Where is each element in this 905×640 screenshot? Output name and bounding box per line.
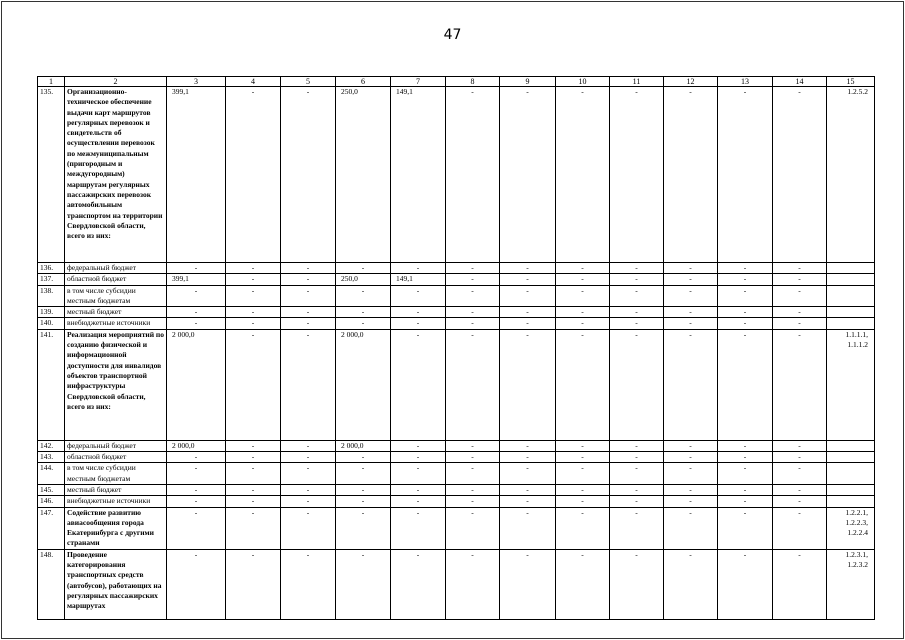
cell-col-3: 2 000,0 [167, 329, 226, 440]
cell-col-4: - [226, 274, 281, 285]
cell-col-14: - [773, 440, 827, 451]
cell-col-13: - [718, 496, 773, 507]
cell-col-13: - [718, 549, 773, 619]
row-name: федеральный бюджет [65, 263, 167, 274]
cell-col-6: - [336, 484, 391, 495]
table-row [38, 285, 875, 307]
cell-col-5: - [281, 318, 336, 329]
cell-col-10: - [556, 496, 610, 507]
table-row [38, 463, 875, 485]
cell-col-14: - [773, 507, 827, 549]
cell-col-11: - [610, 329, 664, 440]
table-row [38, 507, 875, 549]
target-reference: 1.1.1.1, 1.1.1.2 [827, 329, 875, 440]
cell-col-12: - [664, 452, 718, 463]
column-number-4: 4 [226, 77, 281, 87]
cell-col-4: - [226, 318, 281, 329]
cell-col-7: - [391, 285, 446, 307]
cell-col-10: - [556, 307, 610, 318]
cell-col-7: - [391, 452, 446, 463]
cell-col-10: - [556, 87, 610, 263]
row-name: федеральный бюджет [65, 440, 167, 451]
cell-col-3: - [167, 318, 226, 329]
cell-col-3: 2 000,0 [167, 440, 226, 451]
cell-col-13: - [718, 285, 773, 307]
cell-col-9: - [500, 507, 556, 549]
cell-col-10: - [556, 263, 610, 274]
cell-col-7: - [391, 307, 446, 318]
row-name: местный бюджет [65, 484, 167, 495]
cell-col-8: - [446, 452, 500, 463]
cell-col-4: - [226, 440, 281, 451]
row-number: 137. [38, 274, 65, 285]
cell-col-6: - [336, 285, 391, 307]
cell-col-6: 2 000,0 [336, 329, 391, 440]
row-number: 142. [38, 440, 65, 451]
column-number-9: 9 [500, 77, 556, 87]
table-row [38, 307, 875, 318]
target-reference [827, 440, 875, 451]
table-row [38, 484, 875, 495]
cell-col-13: - [718, 463, 773, 485]
cell-col-6: - [336, 307, 391, 318]
cell-col-5: - [281, 496, 336, 507]
cell-col-11: - [610, 463, 664, 485]
cell-col-14: - [773, 329, 827, 440]
cell-col-8: - [446, 307, 500, 318]
cell-col-13: - [718, 87, 773, 263]
cell-col-7: 149,1 [391, 274, 446, 285]
cell-col-3: - [167, 507, 226, 549]
cell-col-11: - [610, 440, 664, 451]
cell-col-5: - [281, 452, 336, 463]
cell-col-10: - [556, 507, 610, 549]
column-number-11: 11 [610, 77, 664, 87]
cell-col-9: - [500, 307, 556, 318]
cell-col-4: - [226, 484, 281, 495]
row-number: 141. [38, 329, 65, 440]
row-name: Содействие развитию авиасообщения города Екатеринбурга с другими странами [65, 507, 167, 549]
cell-col-4: - [226, 285, 281, 307]
target-reference [827, 496, 875, 507]
cell-col-11: - [610, 274, 664, 285]
cell-col-4: - [226, 496, 281, 507]
target-reference: 1.2.3.1, 1.2.3.2 [827, 549, 875, 619]
column-number-7: 7 [391, 77, 446, 87]
table-body [38, 77, 875, 620]
cell-col-4: - [226, 307, 281, 318]
cell-col-9: - [500, 463, 556, 485]
row-number: 135. [38, 87, 65, 263]
cell-col-7: 149,1 [391, 87, 446, 263]
cell-col-13: - [718, 329, 773, 440]
cell-col-11: - [610, 263, 664, 274]
cell-col-5: - [281, 484, 336, 495]
cell-col-13: - [718, 263, 773, 274]
cell-col-8: - [446, 285, 500, 307]
cell-col-9: - [500, 496, 556, 507]
budget-table [37, 76, 875, 620]
cell-col-12: - [664, 496, 718, 507]
table-row [38, 452, 875, 463]
cell-col-8: - [446, 274, 500, 285]
row-number: 148. [38, 549, 65, 619]
column-number-14: 14 [773, 77, 827, 87]
cell-col-5: - [281, 263, 336, 274]
cell-col-7: - [391, 463, 446, 485]
cell-col-13: - [718, 274, 773, 285]
cell-col-5: - [281, 463, 336, 485]
row-name: внебюджетные источники [65, 318, 167, 329]
row-number: 143. [38, 452, 65, 463]
cell-col-8: - [446, 263, 500, 274]
table-row [38, 318, 875, 329]
cell-col-14: - [773, 87, 827, 263]
cell-col-5: - [281, 549, 336, 619]
cell-col-12: - [664, 549, 718, 619]
cell-col-10: - [556, 452, 610, 463]
cell-col-3: - [167, 484, 226, 495]
cell-col-5: - [281, 329, 336, 440]
target-reference [827, 318, 875, 329]
cell-col-14: - [773, 285, 827, 307]
cell-col-6: 2 000,0 [336, 440, 391, 451]
cell-col-12: - [664, 507, 718, 549]
cell-col-8: - [446, 484, 500, 495]
cell-col-11: - [610, 87, 664, 263]
cell-col-7: - [391, 484, 446, 495]
row-name: местный бюджет [65, 307, 167, 318]
target-reference [827, 452, 875, 463]
cell-col-4: - [226, 263, 281, 274]
cell-col-10: - [556, 329, 610, 440]
cell-col-6: - [336, 318, 391, 329]
cell-col-6: - [336, 496, 391, 507]
cell-col-12: - [664, 329, 718, 440]
cell-col-14: - [773, 496, 827, 507]
cell-col-10: - [556, 440, 610, 451]
row-number: 140. [38, 318, 65, 329]
column-number-6: 6 [336, 77, 391, 87]
column-number-8: 8 [446, 77, 500, 87]
cell-col-11: - [610, 484, 664, 495]
cell-col-3: 399,1 [167, 274, 226, 285]
cell-col-10: - [556, 463, 610, 485]
cell-col-11: - [610, 507, 664, 549]
cell-col-3: 399,1 [167, 87, 226, 263]
cell-col-13: - [718, 484, 773, 495]
cell-col-8: - [446, 440, 500, 451]
cell-col-11: - [610, 452, 664, 463]
cell-col-3: - [167, 463, 226, 485]
cell-col-13: - [718, 452, 773, 463]
cell-col-6: - [336, 507, 391, 549]
cell-col-10: - [556, 274, 610, 285]
cell-col-6: 250,0 [336, 87, 391, 263]
cell-col-10: - [556, 484, 610, 495]
cell-col-12: - [664, 274, 718, 285]
target-reference: 1.2.2.1, 1.2.2.3, 1.2.2.4 [827, 507, 875, 549]
target-reference [827, 463, 875, 485]
table-row [38, 274, 875, 285]
cell-col-8: - [446, 496, 500, 507]
cell-col-4: - [226, 549, 281, 619]
cell-col-14: - [773, 484, 827, 495]
cell-col-12: - [664, 463, 718, 485]
cell-col-3: - [167, 307, 226, 318]
cell-col-5: - [281, 507, 336, 549]
cell-col-9: - [500, 549, 556, 619]
row-number: 147. [38, 507, 65, 549]
cell-col-3: - [167, 549, 226, 619]
cell-col-14: - [773, 452, 827, 463]
cell-col-13: - [718, 507, 773, 549]
cell-col-5: - [281, 87, 336, 263]
cell-col-9: - [500, 329, 556, 440]
table-row [38, 440, 875, 451]
cell-col-13: - [718, 318, 773, 329]
cell-col-5: - [281, 440, 336, 451]
target-reference [827, 285, 875, 307]
row-name: в том числе субсидии местным бюджетам [65, 285, 167, 307]
cell-col-7: - [391, 549, 446, 619]
table-row [38, 263, 875, 274]
cell-col-6: - [336, 463, 391, 485]
cell-col-8: - [446, 549, 500, 619]
target-reference [827, 307, 875, 318]
page-number: 47 [443, 27, 462, 43]
cell-col-5: - [281, 274, 336, 285]
column-number-5: 5 [281, 77, 336, 87]
cell-col-4: - [226, 463, 281, 485]
row-number: 138. [38, 285, 65, 307]
cell-col-6: - [336, 452, 391, 463]
cell-col-12: - [664, 263, 718, 274]
row-number: 146. [38, 496, 65, 507]
cell-col-9: - [500, 263, 556, 274]
cell-col-14: - [773, 263, 827, 274]
row-name: в том числе субсидии местным бюджетам [65, 463, 167, 485]
cell-col-4: - [226, 452, 281, 463]
cell-col-8: - [446, 87, 500, 263]
cell-col-11: - [610, 285, 664, 307]
cell-col-12: - [664, 318, 718, 329]
cell-col-9: - [500, 285, 556, 307]
cell-col-8: - [446, 329, 500, 440]
cell-col-12: - [664, 440, 718, 451]
column-number-15: 15 [827, 77, 875, 87]
table-row [38, 549, 875, 619]
cell-col-9: - [500, 274, 556, 285]
cell-col-6: 250,0 [336, 274, 391, 285]
cell-col-14: - [773, 549, 827, 619]
column-number-2: 2 [65, 77, 167, 87]
cell-col-7: - [391, 318, 446, 329]
cell-col-13: - [718, 307, 773, 318]
row-number: 144. [38, 463, 65, 485]
cell-col-3: - [167, 263, 226, 274]
cell-col-7: - [391, 440, 446, 451]
cell-col-7: - [391, 496, 446, 507]
target-reference [827, 274, 875, 285]
cell-col-10: - [556, 318, 610, 329]
cell-col-4: - [226, 329, 281, 440]
cell-col-7: - [391, 507, 446, 549]
row-name: Организационно-техническое обеспечение выдачи карт маршрутов регулярных перевозок и свидетельств об осуществлении перевозок по межмуниципальным (пригородным и междугородным) маршрутам регулярных пассажирских перевозок автомобильным транспортом на территории Свердловской области, всего из них: [65, 87, 167, 263]
row-name: Реализация мероприятий по созданию физической и информационной доступности для инвалидов объектов транспортной инфраструктуры Свердловской области, всего из них: [65, 329, 167, 440]
cell-col-12: - [664, 285, 718, 307]
cell-col-6: - [336, 263, 391, 274]
cell-col-14: - [773, 274, 827, 285]
row-number: 145. [38, 484, 65, 495]
column-number-12: 12 [664, 77, 718, 87]
cell-col-3: - [167, 452, 226, 463]
cell-col-12: - [664, 87, 718, 263]
cell-col-5: - [281, 307, 336, 318]
cell-col-9: - [500, 87, 556, 263]
cell-col-14: - [773, 318, 827, 329]
row-name: внебюджетные источники [65, 496, 167, 507]
column-number-10: 10 [556, 77, 610, 87]
row-number: 139. [38, 307, 65, 318]
cell-col-12: - [664, 307, 718, 318]
cell-col-9: - [500, 452, 556, 463]
cell-col-8: - [446, 463, 500, 485]
cell-col-3: - [167, 496, 226, 507]
cell-col-11: - [610, 318, 664, 329]
table-row [38, 87, 875, 263]
cell-col-3: - [167, 285, 226, 307]
row-name: областной бюджет [65, 452, 167, 463]
cell-col-9: - [500, 484, 556, 495]
cell-col-11: - [610, 549, 664, 619]
cell-col-8: - [446, 507, 500, 549]
cell-col-4: - [226, 507, 281, 549]
cell-col-10: - [556, 285, 610, 307]
cell-col-8: - [446, 318, 500, 329]
cell-col-12: - [664, 484, 718, 495]
cell-col-9: - [500, 440, 556, 451]
target-reference [827, 484, 875, 495]
table-row [38, 496, 875, 507]
cell-col-7: - [391, 329, 446, 440]
table-row [38, 329, 875, 440]
cell-col-10: - [556, 549, 610, 619]
row-name: Проведение категорирования транспортных средств (автобусов), работающих на регулярных пассажирских маршрутах [65, 549, 167, 619]
cell-col-9: - [500, 318, 556, 329]
cell-col-6: - [336, 549, 391, 619]
column-number-header-row [38, 77, 875, 87]
column-number-1: 1 [38, 77, 65, 87]
column-number-13: 13 [718, 77, 773, 87]
cell-col-14: - [773, 463, 827, 485]
row-number: 136. [38, 263, 65, 274]
cell-col-13: - [718, 440, 773, 451]
target-reference [827, 263, 875, 274]
cell-col-11: - [610, 496, 664, 507]
cell-col-11: - [610, 307, 664, 318]
cell-col-7: - [391, 263, 446, 274]
row-name: областной бюджет [65, 274, 167, 285]
cell-col-5: - [281, 285, 336, 307]
cell-col-14: - [773, 307, 827, 318]
target-reference: 1.2.5.2 [827, 87, 875, 263]
cell-col-4: - [226, 87, 281, 263]
column-number-3: 3 [167, 77, 226, 87]
